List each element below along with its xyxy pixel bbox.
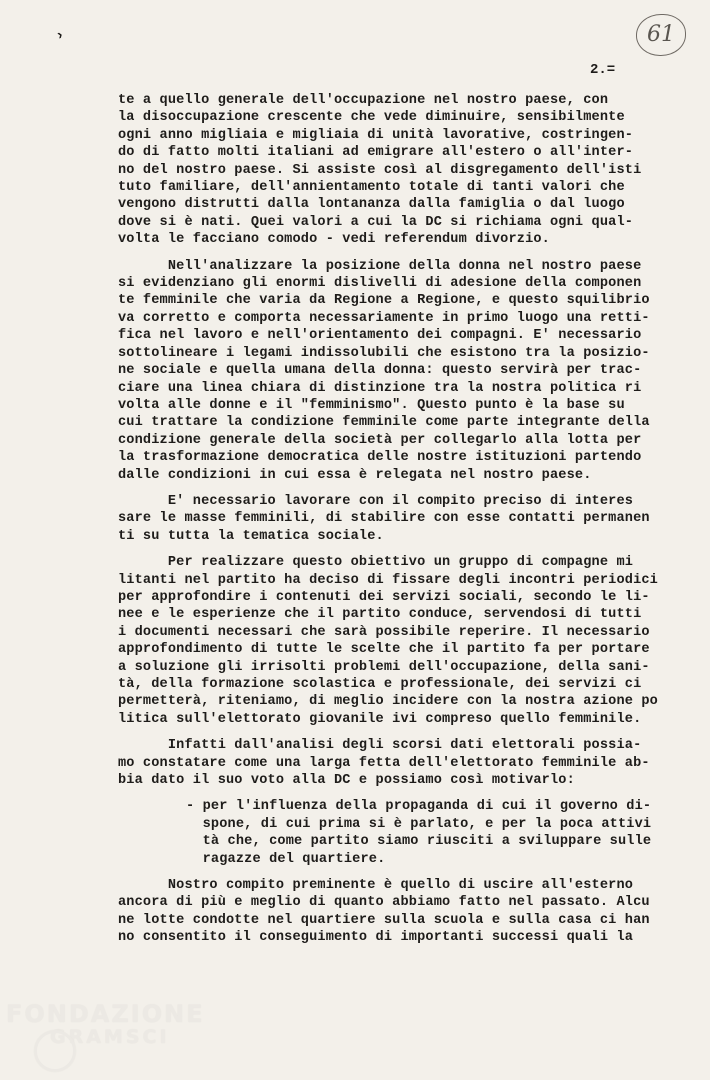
paragraph-5: [118, 737, 678, 789]
paragraph-1: [118, 92, 678, 249]
typed-body-text: [118, 92, 678, 947]
text-line: permetterà, riteniamo, di meglio incidere con la nostra azione po: [118, 694, 658, 710]
text-line: condizione generale della società per collegarlo alla lotta per: [118, 432, 642, 448]
text-line: volta alle donne e il "femminismo". Questo punto è la base su: [118, 397, 625, 413]
text-line: ogni anno migliaia e migliaia di unità lavorative, costringen-: [118, 127, 634, 143]
text-line: ne sociale e quella umana della donna: questo servirà per trac-: [118, 363, 642, 379]
text-line: sare le masse femminili, di stabilire con esse contatti permanen: [118, 511, 650, 527]
text-line: a soluzione gli irrisolti problemi dell'occupazione, della sani-: [118, 659, 650, 675]
text-line: la disoccupazione crescente che vede diminuire, sensibilmente: [118, 110, 625, 126]
page-number: 2.=: [590, 62, 616, 78]
bullet-item: [118, 798, 678, 868]
text-line: sottolineare i legami indissolubili che esistono tra la posizio-: [118, 345, 650, 361]
text-line: tà, della formazione scolastica e professionale, dei servizi ci: [118, 677, 642, 692]
watermark-line-1: FONDAZIONE: [6, 1000, 205, 1028]
text-line: ragazze del quartiere.: [186, 851, 386, 867]
text-line: dalle condizioni in cui essa è relegata nel nostro paese.: [118, 467, 592, 483]
text-line: tuto familiare, dell'annientamento totale di tanti valori che: [118, 180, 625, 196]
paragraph-3: [118, 493, 678, 545]
text-line: va corretto e comporta necessariamente in primo luogo una retti-: [118, 310, 650, 326]
fondazione-gramsci-watermark: [6, 1000, 206, 1048]
text-line: ancora di più e meglio di quanto abbiamo fatto nel passato. Alcu: [118, 895, 650, 911]
paragraph-2: [118, 258, 678, 484]
text-line: no del nostro paese. Si assiste così al disgregamento dell'isti: [118, 162, 642, 178]
text-line: litanti nel partito ha deciso di fissare degli incontri periodici: [118, 572, 658, 588]
text-line: la trasformazione democratica delle nostre istituzioni partendo: [118, 450, 642, 466]
text-line: ciare una linea chiara di distinzione tra la nostra politica ri: [118, 380, 642, 396]
margin-tick-mark: ›: [53, 27, 67, 45]
text-line: ti su tutta la tematica sociale.: [118, 528, 384, 544]
text-line: do di fatto molti italiani ad emigrare all'estero o all'inter-: [118, 145, 634, 161]
text-line: no consentito il conseguimento di importanti successi quali la: [118, 930, 634, 946]
text-line: volta le facciano comodo - vedi referendum divorzio.: [118, 232, 550, 248]
archive-page-number: 61: [636, 14, 686, 56]
text-line: te a quello generale dell'occupazione nel nostro paese, con: [118, 93, 609, 108]
text-line: bia dato il suo voto alla DC e possiamo così motivarlo:: [118, 773, 575, 789]
text-line: si evidenziano gli enormi dislivelli di adesione della componen: [118, 276, 642, 292]
text-line: litica sull'elettorato giovanile ivi compreso quello femminile.: [118, 711, 642, 727]
text-line: te femminile che varia da Regione a Regione, e questo squilibrio: [118, 293, 650, 309]
text-line: dove si è nati. Quei valori a cui la DC si richiama ogni qual-: [118, 214, 634, 230]
text-line: spone, di cui prima si è parlato, e per la poca attivi: [186, 816, 652, 832]
text-line: Nell'analizzare la posizione della donna nel nostro paese: [118, 258, 642, 274]
paragraph-6: [118, 877, 678, 947]
text-line: ne lotte condotte nel quartiere sulla scuola e sulla casa ci han: [118, 912, 650, 928]
text-line: tà che, come partito siamo riusciti a sviluppare sulle: [186, 834, 652, 850]
text-line: nee e le esperienze che il partito conduce, servendosi di tutti: [118, 607, 642, 623]
watermark-line-2: GRAMSCI: [50, 1026, 170, 1048]
text-line: approfondimento di tutte le scelte che il partito fa per portare: [118, 642, 650, 658]
text-line: fica nel lavoro e nell'orientamento dei compagni. E' necessario: [118, 328, 642, 344]
text-line: Infatti dall'analisi degli scorsi dati elettorali possia-: [118, 738, 642, 754]
text-line: per approfondire i contenuti dei servizi sociali, secondo le li-: [118, 589, 650, 605]
text-line: E' necessario lavorare con il compito preciso di interes: [118, 493, 634, 509]
watermark-logo-icon: [34, 1030, 76, 1072]
text-line: vengono distrutti dalla lontananza dalla famiglia o dal luogo: [118, 197, 625, 213]
text-line: Per realizzare questo obiettivo un gruppo di compagne mi: [118, 555, 634, 571]
text-line: mo constatare come una larga fetta dell'elettorato femminile ab-: [118, 755, 650, 771]
text-line: cui trattare la condizione femminile come parte integrante della: [118, 415, 650, 431]
text-line: Nostro compito preminente è quello di uscire all'esterno: [118, 878, 634, 894]
paragraph-4: [118, 554, 678, 728]
text-line: i documenti necessari che sarà possibile reperire. Il necessario: [118, 624, 650, 640]
text-line: - per l'influenza della propaganda di cui il governo di-: [186, 799, 652, 815]
